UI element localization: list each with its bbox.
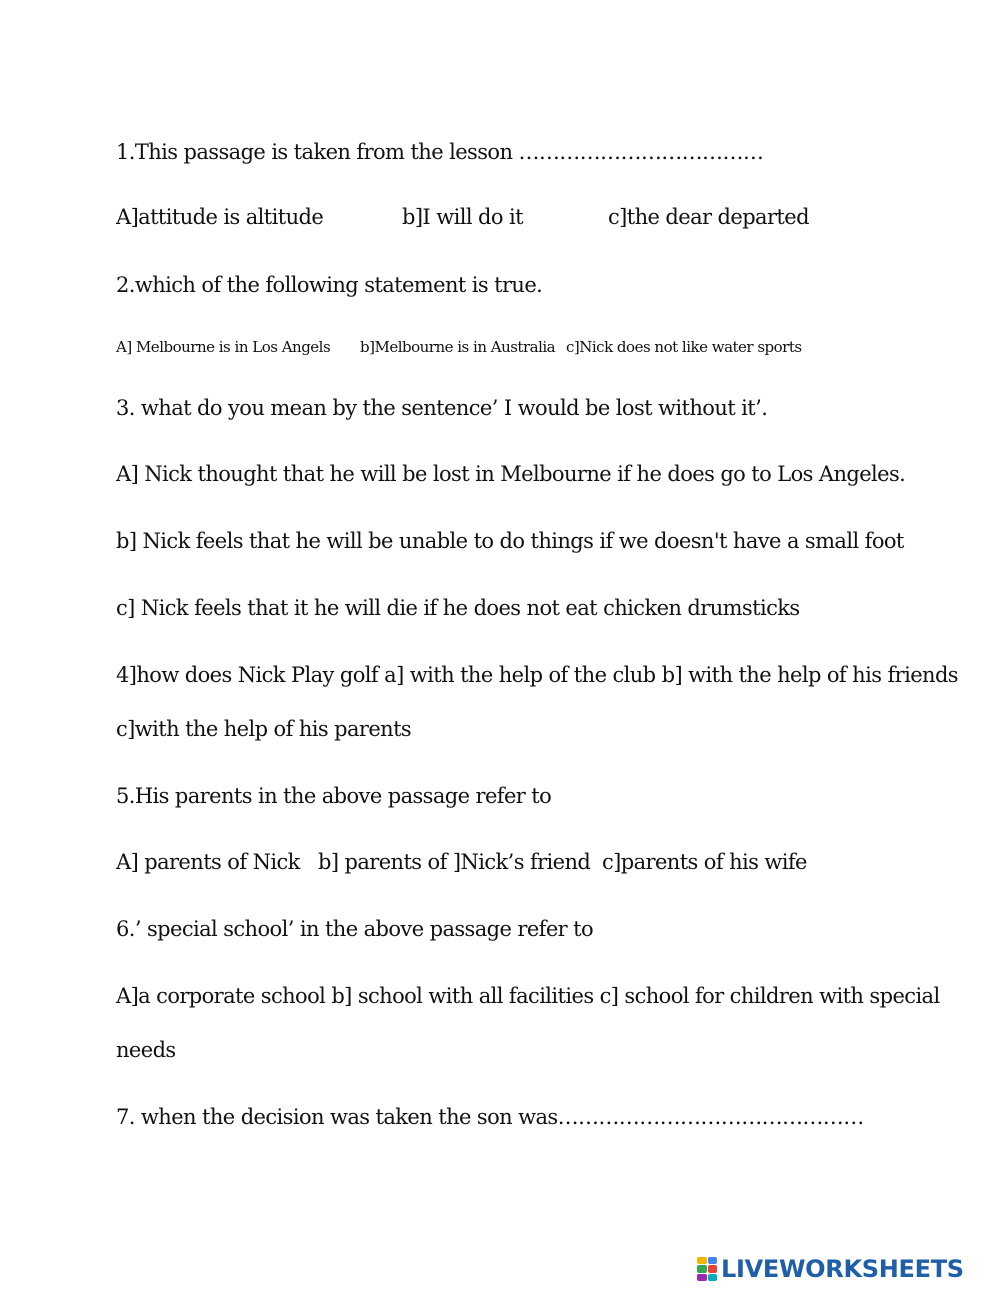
liveworksheets-logo — [697, 1254, 964, 1284]
option-b: b]I will do it — [402, 205, 523, 229]
question-4: 4]how does Nick Play golf a] with the help of the club b] with the help of his friends — [116, 663, 958, 687]
question-5: 5.His parents in the above passage refer to — [116, 784, 552, 808]
option-b: b] parents of ]Nick’s friend — [318, 850, 591, 874]
question-6-options: A]a corporate school b] school with all facilities c] school for children with special — [116, 984, 940, 1008]
option-c: c]the dear departed — [608, 205, 809, 229]
logo-square-4 — [708, 1265, 718, 1272]
logo-square-5 — [697, 1274, 707, 1281]
logo-square-3 — [697, 1265, 707, 1272]
question-2: 2.which of the following statement is true. — [116, 273, 543, 297]
option-a: A] Melbourne is in Los Angels — [116, 338, 331, 356]
question-6-options-continued: needs — [116, 1038, 176, 1062]
option-a: A] parents of Nick — [116, 850, 300, 874]
question-6: 6.’ special school’ in the above passage refer to — [116, 917, 594, 941]
logo-square-6 — [708, 1274, 718, 1281]
question-3-option-c: c] Nick feels that it he will die if he does not eat chicken drumsticks — [116, 596, 800, 620]
question-3-option-b: b] Nick feels that he will be unable to do things if we doesn't have a small foot — [116, 529, 904, 553]
option-c: c]parents of his wife — [602, 850, 807, 874]
logo-square-2 — [708, 1257, 718, 1264]
option-b: b]Melbourne is in Australia — [360, 338, 556, 356]
logo-text: LIVEWORKSHEETS — [721, 1255, 964, 1283]
question-1: 1.This passage is taken from the lesson ……………………………… — [116, 140, 764, 164]
question-3: 3. what do you mean by the sentence’ I would be lost without it’. — [116, 396, 768, 420]
question-3-option-a: A] Nick thought that he will be lost in Melbourne if he does go to Los Angeles. — [116, 462, 906, 486]
question-4-continued: c]with the help of his parents — [116, 717, 412, 741]
question-7: 7. when the decision was taken the son was……………………………………… — [116, 1105, 864, 1129]
option-a: A]attitude is altitude — [116, 205, 324, 229]
logo-mark-icon — [697, 1257, 717, 1281]
option-c: c]Nick does not like water sports — [566, 338, 802, 356]
logo-square-1 — [697, 1257, 707, 1264]
